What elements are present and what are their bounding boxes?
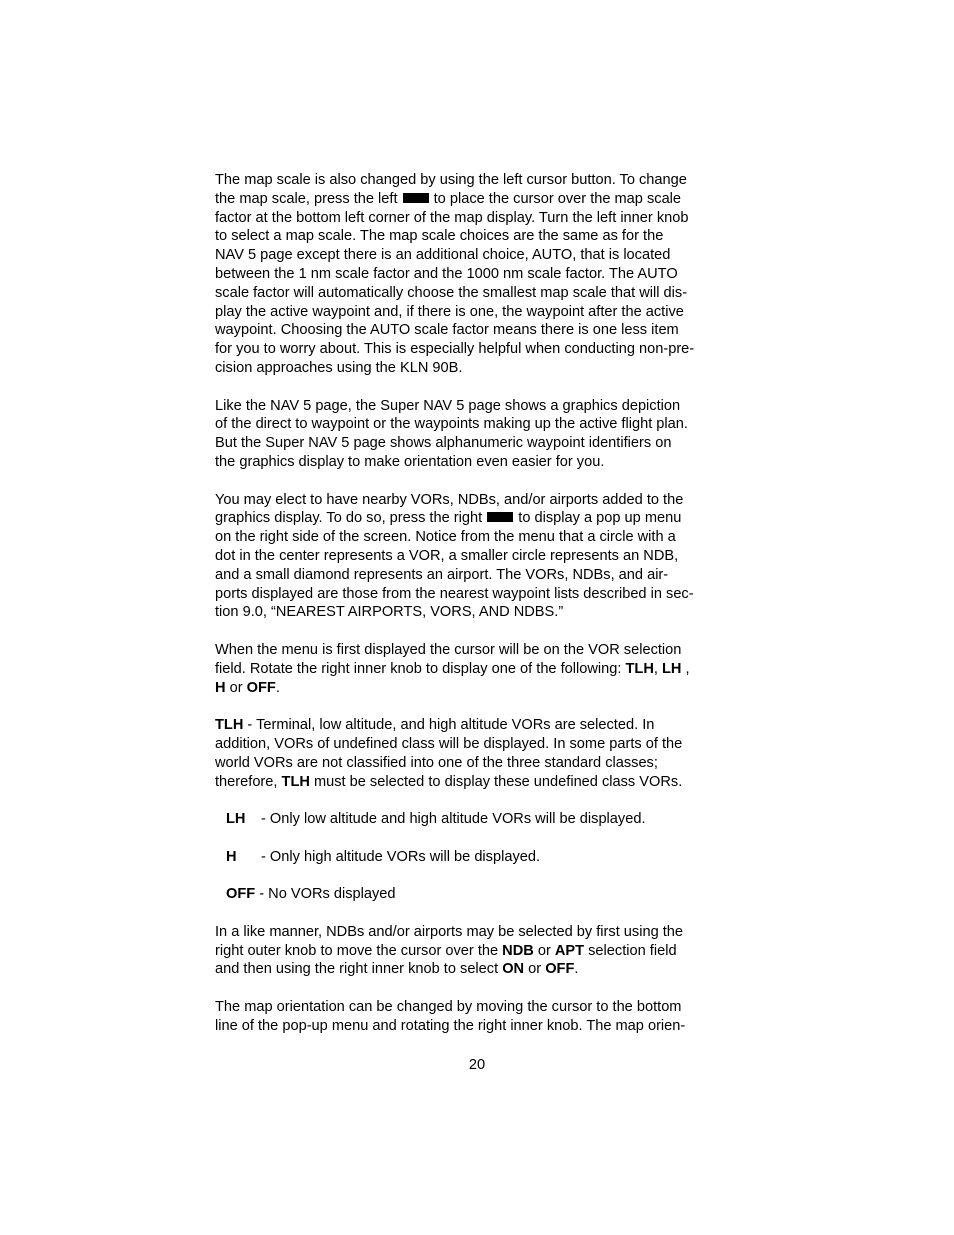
page-number: 20 — [468, 1057, 486, 1073]
definition-h: H - Only high altitude VORs will be displayed. — [226, 848, 541, 865]
paragraph-nearby-waypoints: You may elect to have nearby VORs, NDBs, and/or airports added to the graphics display. To do so, press the right to display a pop up menu on the right side of the screen. Notice from the menu that a circle with a dot in the center represents a VOR, a smaller circle represents an NDB, and a small diamond represents an airport. The VORs, NDBs, and air- ports displayed are those from the nearest waypoint lists described in sec- tion 9.0, “NEAREST AIRPORTS, VORS, AND NDBS.” — [215, 491, 694, 621]
right-cursor-button-icon — [487, 512, 513, 522]
left-cursor-button-icon — [403, 193, 429, 203]
paragraph-vor-selection: When the menu is first displayed the cursor will be on the VOR selection field. Rotate the right inner knob to display one of the following: TLH, LH , H or OFF. — [215, 641, 690, 696]
paragraph-super-nav5: Like the NAV 5 page, the Super NAV 5 page shows a graphics depiction of the direct to waypoint or the waypoints making up the active flight plan. But the Super NAV 5 page shows alphanumeric waypoint identifiers on the graphics display to make orientation even easier for you. — [215, 397, 688, 470]
paragraph-ndb-apt-selection: In a like manner, NDBs and/or airports may be selected by first using the right outer knob to move the cursor over the NDB or APT selection field and then using the right inner knob to select ON or OFF. — [215, 923, 684, 978]
page-body — [215, 171, 735, 1036]
definition-off: OFF - No VORs displayed — [226, 886, 396, 903]
definition-lh: LH - Only low altitude and high altitude VORs will be displayed. — [226, 811, 646, 828]
paragraph-tlh-definition: TLH - Terminal, low altitude, and high altitude VORs are selected. In addition, VORs of undefined class will be displayed. In some parts of the world VORs are not classified into one of the three standard classes; therefore, TLH must be selected to display these undefined class VORs. — [215, 717, 683, 790]
paragraph-map-scale: The map scale is also changed by using the left cursor button. To change the map scale, press the left to place the cursor over the map scale factor at the bottom left corner of the map display. Turn the left inner knob to select a map scale. The map scale choices are the same as for the NAV 5 page except there is an additional choice, AUTO, that is located between the 1 nm scale factor and the 1000 nm scale factor. The AUTO scale factor will automatically choose the smallest map scale that will dis- play the active waypoint and, if there is one, the waypoint after the active waypoint. Choosing the AUTO scale factor means there is one less item for you to worry about. This is especially helpful when conducting non-pre- cision approaches using the KLN 90B. — [215, 172, 695, 376]
paragraph-map-orientation: The map orientation can be changed by moving the cursor to the bottom line of the pop-up menu and rotating the right inner knob. The map orien- — [215, 999, 686, 1034]
